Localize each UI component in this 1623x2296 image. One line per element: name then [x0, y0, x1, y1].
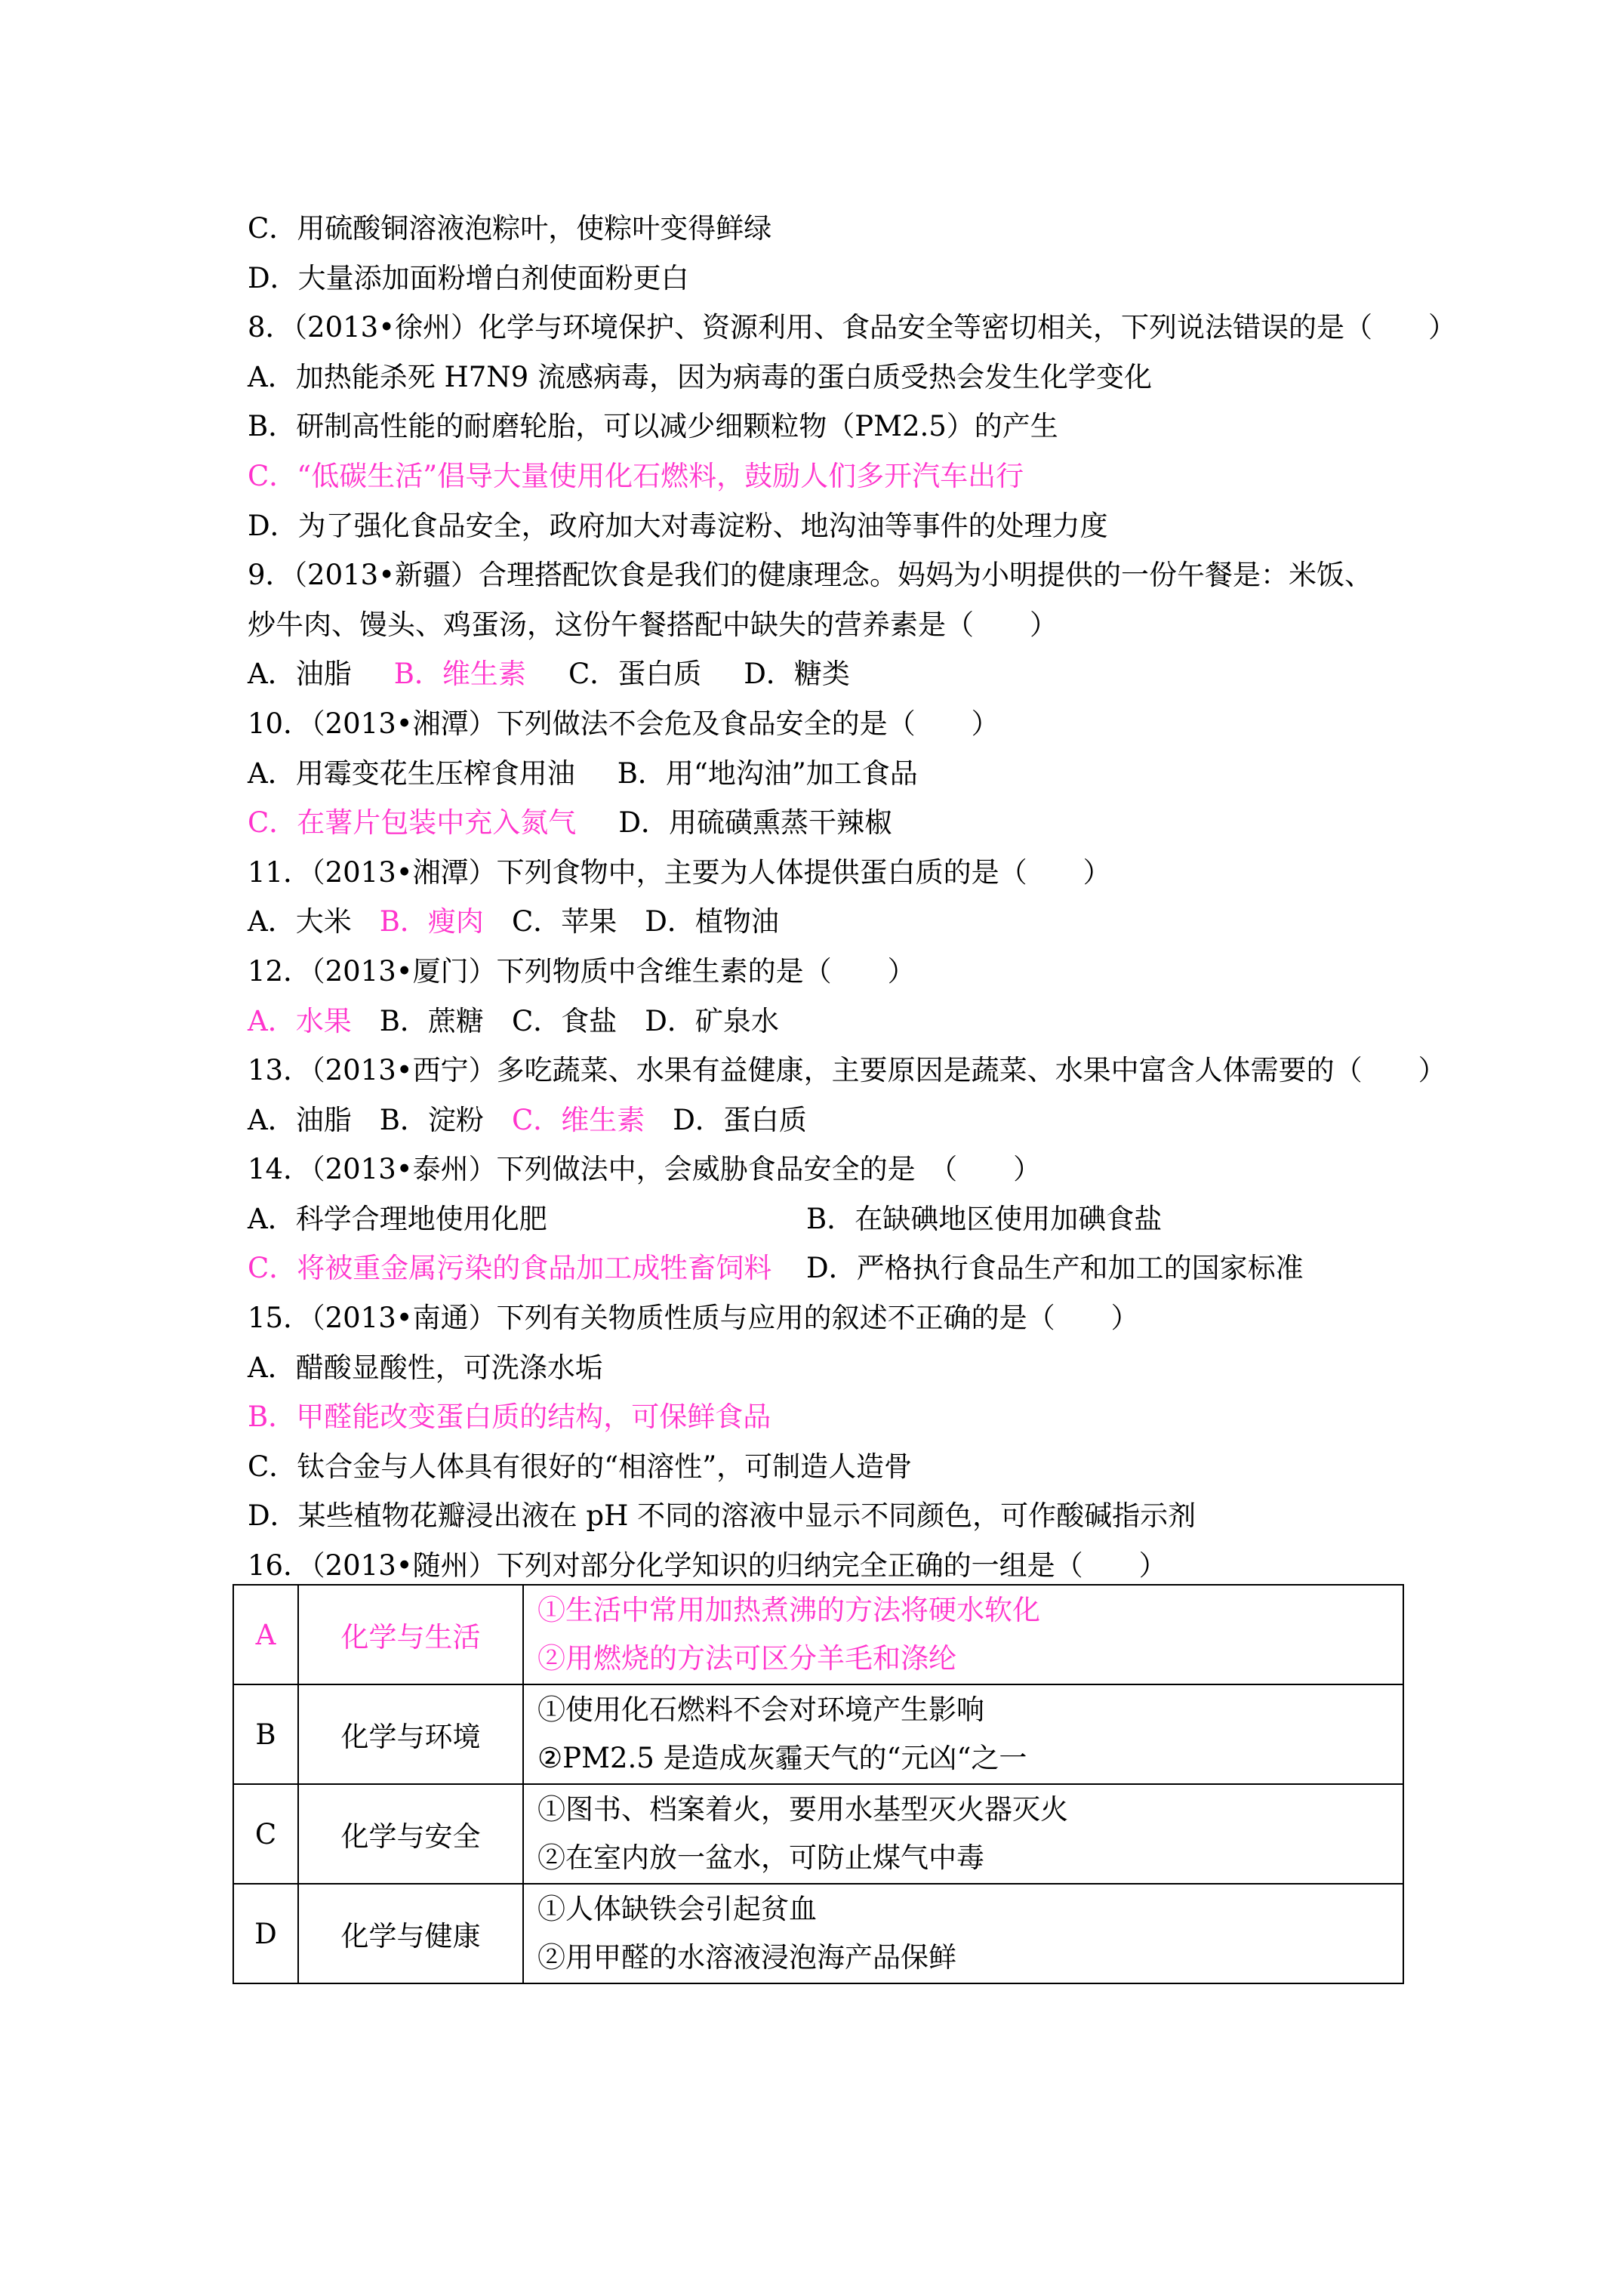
row-item-1: ①使用化石燃料不会对环境产生影响: [537, 1693, 984, 1726]
q12-option-b: B．蔗糖: [379, 1004, 484, 1037]
row-letter: C: [233, 1784, 298, 1884]
q8-option-c: C．“低碳生活”倡导大量使用化石燃料，鼓励人们多开汽车出行: [248, 459, 1024, 492]
q9-option-d: D．糖类: [744, 658, 850, 691]
q14-option-b: B．在缺碘地区使用加碘食盐: [806, 1202, 1163, 1235]
q10-options-cd: [248, 798, 1410, 848]
row-items: [523, 1784, 1403, 1884]
q14-options-ab: [248, 1194, 1410, 1244]
row-items: [523, 1684, 1403, 1784]
row-item-2: ②用甲醛的水溶液浸泡海产品保鲜: [537, 1941, 956, 1974]
q8-option-b: B．研制高性能的耐磨轮胎，可以减少细颗粒物（PM2.5）的产生: [248, 410, 1058, 443]
q10-option-d: D．用硫磺熏蒸干辣椒: [618, 806, 892, 840]
q12-option-c: C．食盐: [511, 1004, 617, 1037]
q10-option-b: B．用“地沟油”加工食品: [617, 757, 918, 790]
q12-option-a: A．水果: [248, 1004, 352, 1037]
q12-option-d: D．矿泉水: [645, 1004, 779, 1037]
q10-stem: 10．（2013•湘潭）下列做法不会危及食品安全的是（ ）: [248, 707, 999, 740]
q9-options: [248, 649, 1410, 699]
q9-option-b: B．维生素: [393, 658, 526, 691]
q13-option-a: A．油脂: [248, 1103, 352, 1136]
question-page: [248, 204, 1457, 1591]
q14-options-cd: [248, 1244, 1410, 1293]
row-letter: B: [233, 1684, 298, 1784]
row-item-1: ①生活中常用加热煮沸的方法将硬水软化: [537, 1594, 1040, 1626]
q13-option-c: C．维生素: [511, 1103, 645, 1136]
line-q7-c: C．用硫酸铜溶液泡粽叶，使粽叶变得鲜绿: [248, 212, 772, 245]
table-row: [233, 1585, 1403, 1684]
row-items: [523, 1884, 1403, 1983]
row-category: 化学与环境: [298, 1684, 523, 1784]
table-row: [233, 1884, 1403, 1983]
row-item-1: ①图书、档案着火，要用水基型灭火器灭火: [537, 1793, 1068, 1826]
q11-option-a: A．大米: [248, 905, 352, 938]
q10-option-c: C．在薯片包装中充入氮气: [248, 806, 577, 840]
q14-option-d: D．严格执行食品生产和加工的国家标准: [806, 1252, 1304, 1285]
q8-option-a: A．加热能杀死 H7N9 流感病毒，因为病毒的蛋白质受热会发生化学变化: [248, 360, 1152, 393]
q15-option-b: B．甲醛能改变蛋白质的结构，可保鲜食品: [248, 1401, 771, 1434]
q15-option-c: C．钛合金与人体具有很好的“相溶性”，可制造人造骨: [248, 1450, 913, 1483]
q13-option-d: D．蛋白质: [673, 1103, 807, 1136]
row-category: 化学与生活: [298, 1585, 523, 1684]
q9-stem-2: 炒牛肉、馒头、鸡蛋汤，这份午餐搭配中缺失的营养素是（ ）: [248, 608, 1058, 641]
row-category: 化学与健康: [298, 1884, 523, 1983]
table-row: [233, 1784, 1403, 1884]
q11-option-b: B．瘦肉: [379, 905, 484, 938]
q9-option-a: A．油脂: [248, 658, 352, 691]
q15-option-a: A．醋酸显酸性，可洗涤水垢: [248, 1351, 603, 1384]
row-items: [523, 1585, 1403, 1684]
q10-options-ab: [248, 749, 1410, 799]
row-item-2: ②PM2.5 是造成灰霾天气的“元凶“之一: [537, 1742, 1027, 1774]
q10-option-a: A．用霉变花生压榨食用油: [248, 757, 575, 790]
row-item-1: ①人体缺铁会引起贫血: [537, 1893, 817, 1925]
row-letter: D: [233, 1884, 298, 1983]
row-item-2: ②用燃烧的方法可区分羊毛和涤纶: [537, 1642, 956, 1675]
q11-option-c: C．苹果: [511, 905, 617, 938]
row-item-2: ②在室内放一盆水，可防止煤气中毒: [537, 1841, 984, 1874]
q12-stem: 12．（2013•厦门）下列物质中含维生素的是（ ）: [248, 954, 916, 988]
q14-stem: 14．（2013•泰州）下列做法中，会威胁食品安全的是 （ ）: [248, 1153, 1042, 1186]
q15-option-d: D．某些植物花瓣浸出液在 pH 不同的溶液中显示不同颜色，可作酸碱指示剂: [248, 1499, 1196, 1533]
q14-option-c: C．将被重金属污染的食品加工成牲畜饲料: [248, 1252, 772, 1285]
q11-stem: 11．（2013•湘潭）下列食物中，主要为人体提供蛋白质的是（ ）: [248, 855, 1111, 889]
q16-table: [233, 1584, 1404, 1984]
q13-option-b: B．淀粉: [379, 1103, 484, 1136]
q14-option-a: A．科学合理地使用化肥: [248, 1202, 547, 1235]
q8-stem: 8．（2013•徐州）化学与环境保护、资源利用、食品安全等密切相关，下列说法错误的是（ ）: [248, 311, 1457, 344]
q12-options: [248, 997, 1410, 1046]
line-q7-d: D．大量添加面粉增白剂使面粉更白: [248, 261, 689, 294]
q16-stem: 16．（2013•随州）下列对部分化学知识的归纳完全正确的一组是（ ）: [248, 1549, 1167, 1583]
q13-stem: 13．（2013•西宁）多吃蔬菜、水果有益健康，主要原因是蔬菜、水果中富含人体需要的（ ）: [248, 1054, 1446, 1087]
q15-stem: 15．（2013•南通）下列有关物质性质与应用的叙述不正确的是（ ）: [248, 1302, 1139, 1335]
table-row: [233, 1684, 1403, 1784]
q11-options: [248, 897, 1410, 947]
q8-option-d: D．为了强化食品安全，政府加大对毒淀粉、地沟油等事件的处理力度: [248, 509, 1108, 542]
row-letter: A: [233, 1585, 298, 1684]
q9-option-c: C．蛋白质: [568, 658, 702, 691]
q9-stem-1: 9．（2013•新疆）合理搭配饮食是我们的健康理念。妈妈为小明提供的一份午餐是：米饭、: [248, 559, 1373, 592]
q11-option-d: D．植物油: [645, 905, 779, 938]
row-category: 化学与安全: [298, 1784, 523, 1884]
q13-options: [248, 1096, 1410, 1145]
